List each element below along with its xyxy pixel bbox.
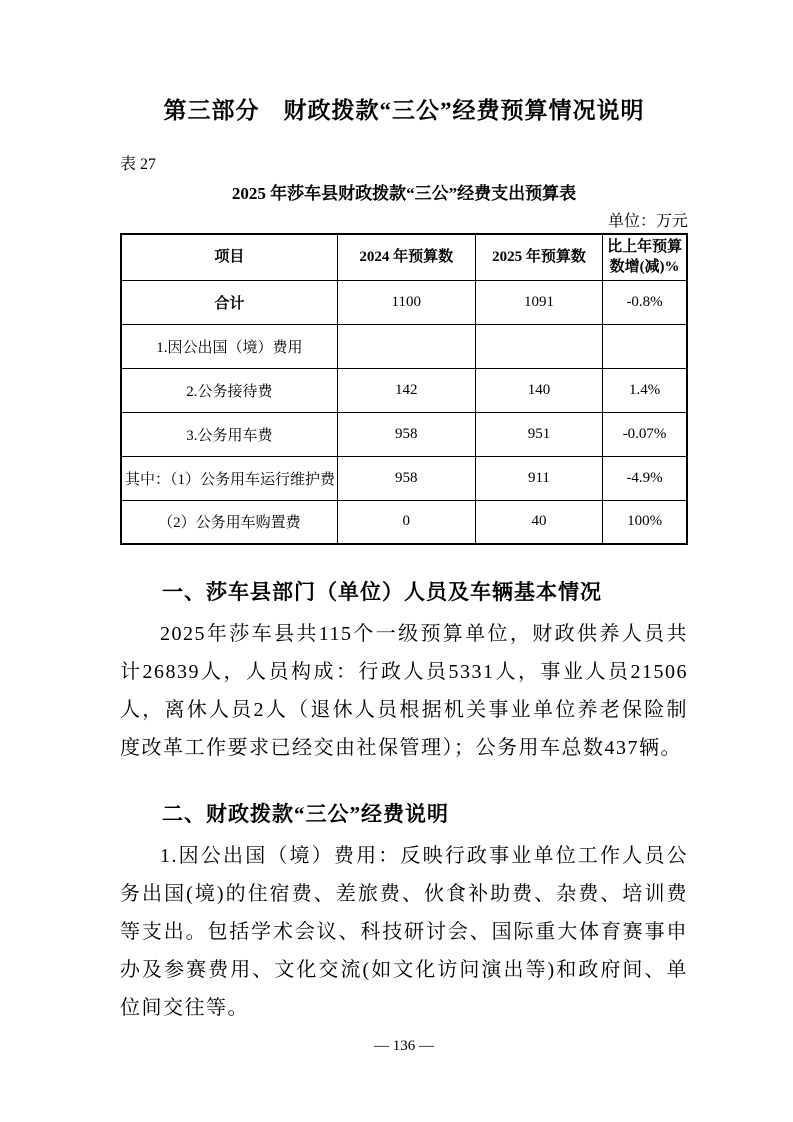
row-label-vehicle-purchase: （2）公务用车购置费: [121, 500, 337, 544]
cell-total-2024: 1100: [337, 280, 475, 324]
unit-note: 单位：万元: [607, 213, 688, 230]
row-label-vehicle-maintenance: 其中：（1）公务用车运行维护费: [121, 456, 337, 500]
row-label-abroad: 1.因公出国（境）费用: [121, 324, 337, 368]
cell-reception-2024: 142: [337, 368, 475, 412]
cell-abroad-2024: [337, 324, 475, 368]
cell-reception-change: 1.4%: [603, 368, 687, 412]
cell-abroad-2025: [475, 324, 602, 368]
cell-maintenance-2024: 958: [337, 456, 475, 500]
section-paragraph-personnel-vehicles: 2025年莎车县共115个一级预算单位，财政供养人员共计26839人，人员构成：行政人员5331人，事业人员21506人，离休人员2人（退休人员根据机关事业单位养老保险制度改革工作要求已经交由社保管理）；公务用车总数437辆。: [120, 623, 688, 759]
cell-purchase-change: 100%: [603, 500, 687, 544]
col-header-item: 项目: [121, 234, 337, 280]
col-header-2025: 2025 年预算数: [475, 234, 602, 280]
section-heading-expense-notes: 二、财政拨款“三公”经费说明: [162, 802, 449, 826]
section-paragraph-abroad-expense: 1.因公出国（境）费用：反映行政事业单位工作人员公务出国(境)的住宿费、差旅费、伙食补助费、杂费、培训费等支出。包括学术会议、科技研讨会、国际重大体育赛事申办及参赛费用、文化交流(如文化访问演出等)和政府间、单位间交往等。: [120, 845, 688, 1019]
table-title: 2025 年莎车县财政拨款“三公”经费支出预算表: [231, 184, 577, 203]
cell-maintenance-change: -4.9%: [603, 456, 687, 500]
cell-reception-2025: 140: [475, 368, 602, 412]
cell-purchase-2024: 0: [337, 500, 475, 544]
table-row-vehicle-maintenance: [121, 456, 687, 500]
cell-abroad-change: [603, 324, 687, 368]
page-title: 第三部分 财政拨款“三公”经费预算情况说明: [163, 98, 645, 123]
cell-total-change: -0.8%: [603, 280, 687, 324]
table-label: 表 27: [120, 156, 157, 173]
cell-maintenance-2025: 911: [475, 456, 602, 500]
cell-total-2025: 1091: [475, 280, 602, 324]
section-heading-personnel-vehicles: 一、莎车县部门（单位）人员及车辆基本情况: [162, 580, 602, 604]
cell-vehicle-2024: 958: [337, 412, 475, 456]
row-label-total: 合计: [121, 280, 337, 324]
cell-purchase-2025: 40: [475, 500, 602, 544]
table-row-vehicle-purchase: [121, 500, 687, 544]
row-label-vehicle: 3.公务用车费: [121, 412, 337, 456]
col-header-change: 比上年预算数增(减)%: [603, 234, 687, 280]
cell-vehicle-2025: 951: [475, 412, 602, 456]
table-header-row: [121, 234, 687, 280]
row-label-reception: 2.公务接待费: [121, 368, 337, 412]
table-row-reception: [121, 368, 687, 412]
cell-vehicle-change: -0.07%: [603, 412, 687, 456]
page-number: — 136 —: [374, 1038, 434, 1054]
table-row-total: [121, 280, 687, 324]
table-row-abroad: [121, 324, 687, 368]
budget-table: [120, 233, 688, 545]
table-row-vehicle: [121, 412, 687, 456]
col-header-2024: 2024 年预算数: [337, 234, 475, 280]
